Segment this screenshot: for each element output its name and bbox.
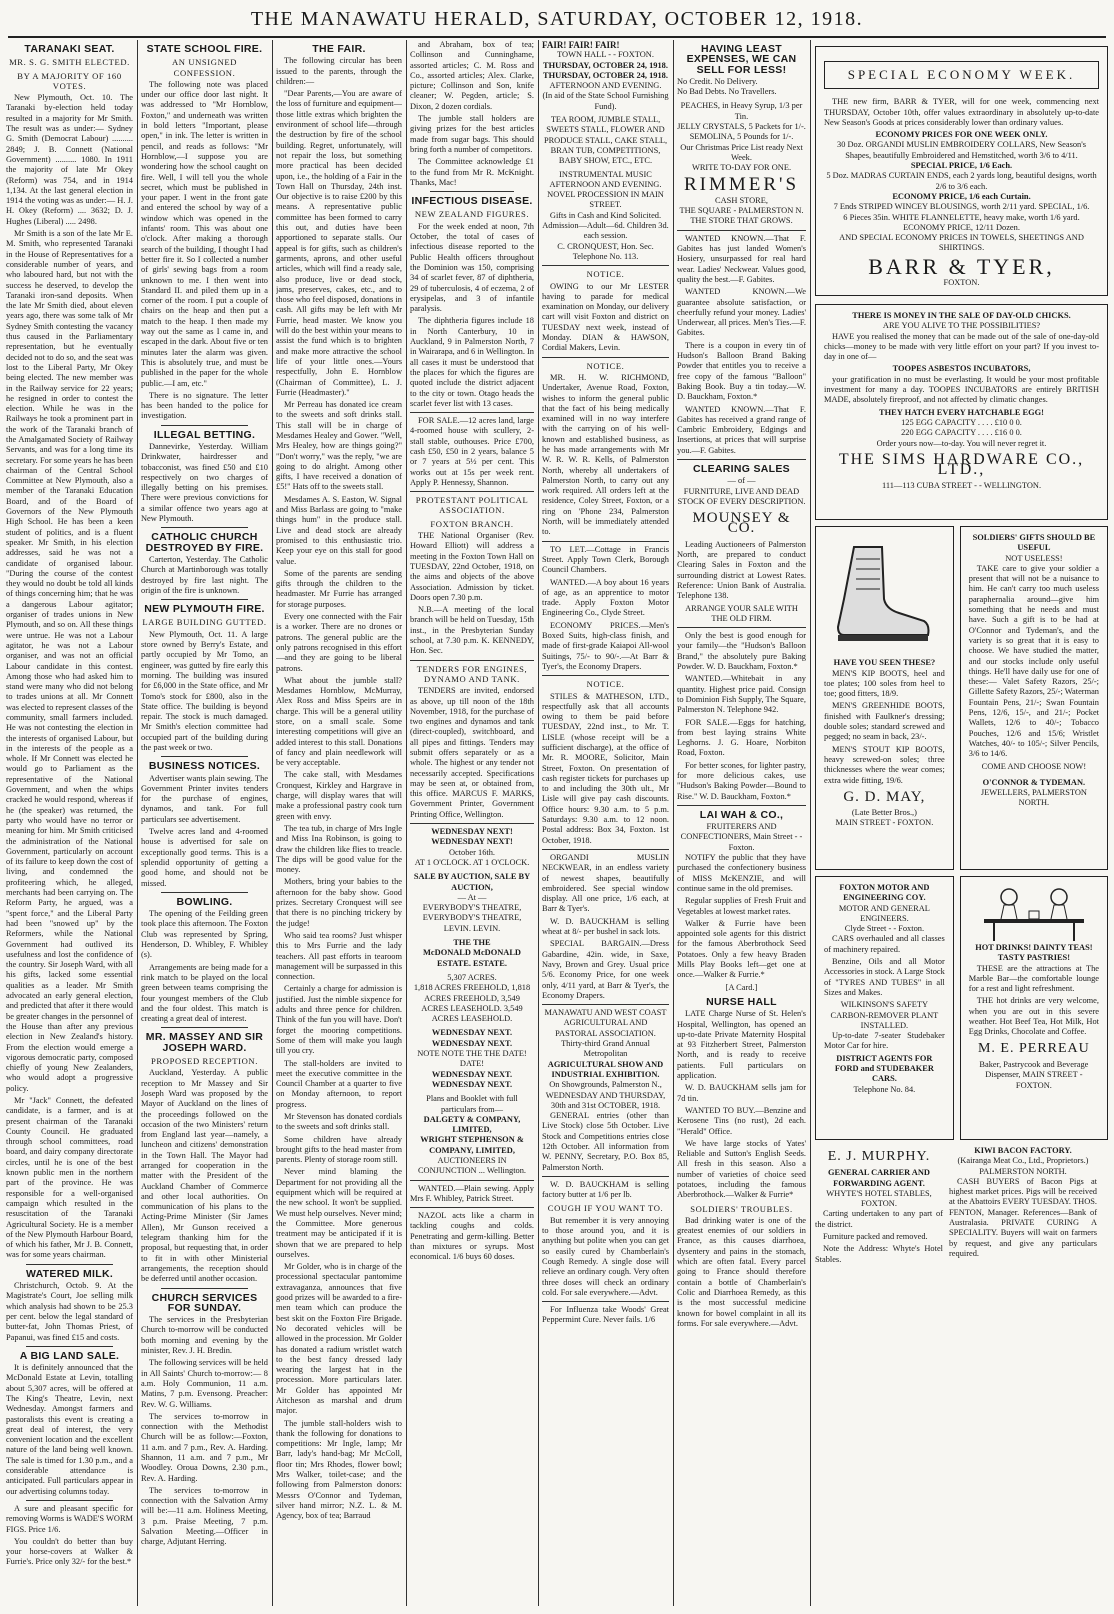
price-line: SEMOLINA, 5 Pounds for 1/-. <box>689 132 794 142</box>
article-paragraph: What about the jumble stall? Mesdames Hornblow, McMurray, Alex Ross and Miss Speirs are in charge. This will be a general utility store, on a small scale. Some interesting competitions will give an added interest to this stall. Donations of fancy and plain needlework will be very acceptable. <box>276 675 402 768</box>
murphy-name: E. J. MURPHY. <box>827 1149 931 1164</box>
divider <box>161 892 248 893</box>
auction-line: McDONALD McDONALD <box>423 948 521 958</box>
advert-text: TO LET.—Cottage in Francis Street. Apply Town Clerk, Borough Council Chambers. <box>542 544 669 575</box>
ad-row <box>815 526 1108 870</box>
advert-text: FOR SALE.—Eggs for hatching, from best laying strains White Leghorns. J. G. Hoare, Norbiton Road, Foxton. <box>677 717 806 758</box>
headline-massey-ward: MR. MASSEY AND SIR JOSEPH WARD. <box>145 1031 264 1054</box>
advert-text: OWING to our Mr LESTER having to parade for medical examination on Monday, our delivery cart will visit Foxton and district on TUESDAY next week, instead of Monday. DIAN & HAWSON, Cordial Makers, Levin. <box>542 281 669 353</box>
column-4 <box>410 40 534 1606</box>
headline-watered-milk: WATERED MILK. <box>25 1267 114 1280</box>
advert-text: For Influenza take Woods' Great Peppermint Cure. Never fails. 1/6 <box>542 1305 669 1325</box>
advert-line: 6 Pieces 35in. WHITE FLANNELETTE, heavy make, worth 1/6 yard. ECONOMY PRICE, 12/11 Dozen. <box>843 212 1080 232</box>
advert-text: A sure and pleasant specific for removing Worms is WADE'S WORM FIGS. Price 1/6. <box>6 1503 133 1534</box>
article-paragraph: Mr Golder, who is in charge of the processional spectacular pantomime extravaganza, announces that five good prizes will be awarded to a fire-men team which can produce the best skit on the Foxton Fire Brigade. No decorated vehicles will be allowed in the procession. Mr Golder has donated a radium wristlet watch to the best fancy dressed lady wearing the largest hat in the procession. More particulars later. Mr Golder has appointed Mr Aitcheson as marshal and drum major. <box>276 1262 402 1416</box>
advert-line: ECONOMY PRICE, 1/6 each Curtain. <box>892 191 1031 201</box>
gd-may-name: G. D. MAY, <box>843 788 926 805</box>
advert-text: your gratification in no must be everlasting. It would be your most profitable investment for many a day. TOOPES INCUBATORS are entirely BRITISH MADE, absolutely fireproof, and not affected by climatic changes. <box>824 374 1099 405</box>
advert-line: Baker, Pastrycook and Beverage Dispenser, MAIN STREET - FOXTON. <box>979 1059 1089 1090</box>
advert-text: N.B.—A meeting of the local branch will be held on Tuesday, 15th inst., in the Presbyterian Sunday school, at 7.30 p.m. K. KENNEDY, Hon. Sec. <box>410 605 534 656</box>
auction-line: ESTATE. ESTATE. <box>437 958 507 968</box>
divider <box>26 1500 113 1501</box>
advert-text: WANTED.—Plain sewing. Apply Mrs F. Whibley, Patrick Street. <box>410 1183 534 1203</box>
auction-line: 1,818 ACRES FREEHOLD, 1,818 ACRES FREEHOLD, 3,549 ACRES LEASEHOLD. 3,549 ACRES LEASEHOLD. <box>413 983 531 1024</box>
advert-text: THE new firm, BARR & TYER, will for one week, commencing next THURSDAY, October 10th, offer values extraordinary in absolutely up-to-date New Season's Goods at prices considerably lower than ordinary values. <box>824 97 1099 127</box>
price-line: WRITE TO-DAY FOR ONE. <box>691 163 792 173</box>
advert-text: TAKE care to give your soldier a present that will not be a nuisance to him. He can't carry too much useless paraphernalia around—give him something that he needs and must have. Such a gift is to be had at O'Connor and Tydeman's, and the variety is so great that it is easy to choose. We have studied the matter, and our stocks include only useful things. He'll have daily use for one of these:— Valet Safety Razors, 25/-; Gillette Safety Razors, 25/-; Waterman Fountain Pens, 21/-; Swan Fountain Pens, 12/6, 15/-, and 21/-; Pocket Wallets, 12/6 to 40/-; Tobacco Pouches, 12/6 and 15/6; Wristlet Watches, 40/- to 105/-; Silver Pencils, 3/6 to 14/6. <box>968 563 1099 759</box>
article-paragraph: The jumble stall holders are giving prizes for the best articles made from sugar bags. This should bring forth a number of competitors. <box>410 114 534 154</box>
article-paragraph: Mr Perreau has donated ice cream to the sweets and soft drinks stall. This stall will be in charge of Mesdames Healey and Gower. "Well, Mrs Healey, how are things going?" "Don't worry," was the reply, "we are going to do alright. Among other gifts, I have received a donation of £5!" Hats off to the sweets stall. <box>276 400 402 492</box>
advert-heading: NURSE HALL <box>706 995 777 1008</box>
advert-line: TOOPES ASBESTOS INCUBATORS, <box>892 364 1031 374</box>
article-paragraph: Who said tea rooms? Just whisper this to Mrs Furrie and the lady teachers. All past efforts in tearoom management will be surpassed in this connection. <box>276 930 402 982</box>
mounsey-name: MOUNSEY & CO. <box>692 510 791 537</box>
advert-text: GENERAL entries (other than Live Stock) close 5th October. Live Stock and Competitions entries close 12th October. All information from W. PENNY, Secretary, P.O. Box 85, Palmerston North. <box>542 1111 669 1172</box>
advert-line: KIWI BACON FACTORY. <box>974 1146 1072 1155</box>
auction-line: SALE BY AUCTION, SALE BY AUCTION, <box>413 872 531 892</box>
divider <box>26 1346 113 1347</box>
advert-text: SPECIAL BARGAIN.—Dress Gabardine, 42in. wide, in Saxe, Navy, Brown and Grey. Usual price 5/6. Economy Price, for one week only, 4/11 yard, at Barr & Tyer's, the Economy Drapers. <box>542 939 669 1000</box>
auction-line: WRIGHT STEPHENSON & COMPANY, LIMITED, <box>420 1135 524 1155</box>
headline-business-notices: BUSINESS NOTICES. <box>148 760 261 773</box>
advert-line: HAVE YOU SEEN THESE? <box>833 658 936 668</box>
advert-text: For better scones, for lighter pastry, for more delicious cakes, use "Hudson's Baking Powder—Bound to Rise." W. D. Bauckham, Foxton.* <box>677 760 806 801</box>
article-paragraph: Twelve acres land and 4-roomed house is advertised for sale on exceptionally good terms. This is a splendid opportunity of getting a good home, and should not be missed. <box>141 827 268 888</box>
advert-text: CASH BUYERS of Bacon Pigs at highest market prices. Pigs will be received at the Abattoirs EVERY TUESDAY. THOS. FENTON, Manager. References—Bank of Australasia. PRIVATE CURING A SPECIALITY. Buyers will wait on farmers by request, and give any particulars required. <box>949 1176 1097 1258</box>
article-paragraph: Certainly a charge for admission is justified. Just the nimble sixpence for adults and three pence for children. Think of the fun you will have. Don't forget the mooring competitions. Some of them will make you laugh till you cry. <box>276 984 402 1056</box>
article-paragraph: The stall-holders are invited to meet the executive committee in the Council Chamber at a quarter to five on Monday afternoon, to report progress. <box>276 1058 402 1109</box>
policy-line <box>677 77 806 87</box>
auction-line: THE THE <box>453 938 491 948</box>
auction-line: NOTE NOTE THE THE DATE! DATE! <box>417 1049 527 1069</box>
tea-table-icon <box>974 883 1094 943</box>
divider <box>410 823 534 824</box>
column-rule <box>538 40 539 1606</box>
divider <box>542 1301 669 1302</box>
article-paragraph: It is definitely announced that the McDonald Estate at Levin, totalling about 5,307 acres, will be offered at The King's Theatre, Levin, next Wednesday. Amongst farmers and pastoralists this event is creating a great deal of interest, the very convenient location and the excellent nature of the land being well known. The sale is timed for 1.30 p.m., and a considerable attendance is anticipated. Full particulars appear in our advertising columns today. <box>6 1363 133 1496</box>
auction-line: WEDNESDAY NEXT! WEDNESDAY NEXT! <box>431 827 513 847</box>
show-line: MANAWATU AND WEST COAST AGRICULTURAL AND PASTORAL ASSOCIATION. <box>544 1008 667 1038</box>
column-rule <box>810 40 811 1606</box>
advert-line: O'CONNOR & TYDEMAN. <box>982 777 1086 787</box>
divider <box>542 541 669 542</box>
divider <box>430 191 514 192</box>
divider <box>542 357 669 358</box>
rimmers-name: RIMMER'S <box>683 173 800 195</box>
advert-line: ECONOMY PRICES FOR ONE WEEK ONLY. <box>875 130 1048 140</box>
headline-taranaki-seat: TARANAKI SEAT. <box>24 43 115 55</box>
article-paragraph: Mr "Jack" Connett, the defeated candidate, is a farmer, and is at present chairman of the Taranaki County Council. He graduated through school committees, road board, and dairy company directorate circles, until he is one of the best known public men in the northern part of the province. He was responsible for a well-organised campaign which resulted in the resuscitation of the Taranaki Agricultural Society. He is a member of the New Plymouth Harbour Board, of which his father, Mr J. B. Connett, was for some years chairman. <box>6 1095 133 1260</box>
auction-line: October 16th. <box>448 847 496 857</box>
gd-may-advert <box>815 526 954 870</box>
column-1 <box>6 40 133 1606</box>
advert-heading: CLEARING SALES <box>693 462 790 475</box>
advert-text: Up-to-date 7-seater Studebaker Motor Car for hire. <box>824 1031 945 1051</box>
divider <box>542 849 669 850</box>
advert-line: Order yours now—to-day. You will never regret it. <box>876 438 1047 448</box>
article-paragraph: Every one connected with the Fair is a worker. There are no drones or patrons. The general public are the only patrons recognised in this effort—and they are going to be liberal patrons. <box>276 612 402 673</box>
store-line: THE STORE THAT GROWS. <box>690 216 793 226</box>
fair-line: AFTERNOON AND EVENING. <box>549 81 662 91</box>
advert-line: SPECIAL PRICE, 1/6 Each. <box>910 161 1013 171</box>
advert-line: 111—113 CUBA STREET - - WELLINGTON. <box>881 481 1042 491</box>
article-paragraph: Some children have already brought gifts to the head master from parents. Plenty of storage room still. <box>276 1134 402 1165</box>
article-paragraph: The services in the Presbyterian Church to-morrow will be conducted both morning and evening by the minister, Rev. J. H. Bredin. <box>141 1315 268 1356</box>
advert-text: THE hot drinks are very welcome, when you are out in this severe weather. Hot Beef Tea, Hot Milk, Hot Egg Drinks, Chocolate and Coffee. <box>968 996 1099 1037</box>
advert-text: W. D. BAUCKHAM is selling factory butter at 1/6 per lb. <box>542 1179 669 1200</box>
barr-tyer-name: BARR & TYER, <box>868 253 1055 279</box>
advert-heading: PROTESTANT POLITICAL ASSOCIATION. <box>415 495 529 516</box>
advert-line: Clyde Street - - Foxton. <box>844 924 925 934</box>
sims-name: THE SIMS HARDWARE CO., LTD., <box>838 450 1085 479</box>
auction-line: 5,307 ACRES. <box>447 972 497 982</box>
article-paragraph: The jumble stall-holders wish to thank the following for donations to competitions: Mr Ingle, lamp; Mr Barr, lady's hand-bag; Mr McColl, floor tin; Mrs Rhodes, flower bowl; Mrs Walker, toilet-case; and the following from Palmerston donors: Messrs O'Connor and Tydeman, silver hand mirror; N.Z. L. & M. Agency, box of tea; Barraud <box>276 1418 402 1521</box>
advert-text: But remember it is very annoying to those around you, and it is anything but polite when you can get so easily cured by Chamberlain's Cough Remedy. A single dose will relieve an ordinary cough. Very often three doses will check an ordinary cold. For sale everywhere.—Advt. <box>542 1215 669 1297</box>
advert-line: SOLDIERS' GIFTS SHOULD BE USEFUL <box>972 533 1096 553</box>
economy-week-title: SPECIAL ECONOMY WEEK. <box>824 61 1099 89</box>
article-paragraph: Advertiser wants plain sewing. The Government Printer invites tenders for the purchase of engines, dynamos, and tank. For full particulars see advertisement. <box>141 773 268 824</box>
advert-text: There is a coupon in every tin of Hudson's Balloon Brand Baking Powder that entitles you to receive a free copy of the famous "Balloon" Baking Book. Buy a tin today.—W. D. Bauckham, Foxton.* <box>677 340 806 402</box>
subhead: AN UNSIGNED CONFESSION. <box>171 57 238 78</box>
divider <box>161 425 248 426</box>
ad-row <box>815 1146 1108 1267</box>
murphy-advert <box>815 1146 943 1267</box>
auction-line: DALGETY & COMPANY, LIMITED, <box>423 1114 521 1135</box>
advert-text: W. D. BAUCKHAM sells jam for 7d tin. <box>677 1083 806 1103</box>
advert-text: Benzine, Oils and all Motor Accessories in stock. A Large Stock of "TYRES AND TUBES" in all Sizes and Makes. <box>824 957 945 997</box>
advert-text: MEN'S KIP BOOTS, heel and toe plates; 100 soles from heel to toe; good fitters, 18/9. <box>824 668 945 699</box>
advert-heading: COUGH IF YOU WANT TO. <box>547 1203 664 1214</box>
column-3 <box>276 40 402 1606</box>
advert-heading: HAVING LEAST EXPENSES, WE CAN SELL FOR LESS! <box>686 43 797 76</box>
auction-line: — At — <box>457 892 487 902</box>
auction-line: Plans and Booklet with full particulars from— <box>426 1094 518 1114</box>
divider <box>410 1180 534 1181</box>
article-paragraph: There is no signature. The letter has been handed to the police for investigation. <box>141 390 268 421</box>
advert-text: NOTIFY the public that they have purchased the confectionery business of MISS McKENZIE, and will continue same in the old premises. <box>677 853 806 893</box>
fair-line: THURSDAY, OCTOBER 24, 1918. THURSDAY, OCTOBER 24, 1918. <box>543 60 668 80</box>
advert-line: ARRANGE YOUR SALE WITH THE OLD FIRM. <box>685 603 798 623</box>
perreau-name: M. E. PERREAU <box>977 1040 1090 1056</box>
article-paragraph: The Committee acknowledge £1 to the fund from Mr R. McKnight. Thanks, Mac! <box>410 157 534 187</box>
article-paragraph: Mr Smith is a son of the late Mr E. M. Smith, who represented Taranaki in the House of Representatives for a considerable number of years, and who laboured hard, but not with the success he deserved, to develop the Taranaki iron-sand deposits. When the late Mr Smith died, about eleven years ago, there was some talk of Mr Sydney Smith contesting the vacancy thus caused in the Parliamentary representation, but he eventually decided not to do so, and the seat was lost to the Liberal Party, Mr Okey being elected. The new member was in the Railway service for 22 years; he resigned in order to contest the election. While he was in the Railways he took a prominent part in the work of the Taranaki branch of the Amalgamated Society of Railway Servants, and was for a long time its secretary. For some years he has been chairman of the Central School Committee at New Plymouth, also a member of the Taranaki Education Board, and of the Board of Governors of the New Plymouth High School. He has been a keen student of politics, and is a fluent speaker. Mr Smith, in his election addresses, said he was not a candidate of organised labour. "During the course of the contest they would no doubt be told all kinds of things concerning him; that he was a dangerous Labour agitator; organiser of trades unions in New Plymouth, and so on. All these things were untrue. He was not a Labour agitator, he was not a Labour organiser, and was not an official Labour candidate in this contest. Among those who had asked him to stand were many who did not belong to trades unions at all. Mr Connett was elected to represent classes of the community, small farmers included. He was not contesting the election in the interests of organised Labour, but in the interests of the people as a whole. If Mr Connett was elected he would go to Parliament as the representative of the National Government, and when the whips cracked he would respond, whereas if he (the speaker) was returned, the party who would have no terror or meaning for him. Mr Smith criticised the administration of the National Government, particularly on account of its failure to keep down the cost of living, and condemned the profiteering which, he alleged, merchants had been carrying on. The Reform Party, he argued, was a "spent force," and the Liberal Party had been "snowed up" by the Reformers, while the National Government had outlived its usefulness and lost the confidence of the country. Sir Joseph Ward, with all his gifts, lacked some essential qualities as a leader. Mr Smith advocated an early general election, and predicted that after it there would be greater changes in the personnel of the House than after any previous election in New Zealand's history. From the election would emerge a vigorous democratic party, composed chiefly of young New Zealanders, who would adopt a progressive policy. <box>6 229 133 1093</box>
auction-line: WEDNESDAY NEXT. WEDNESDAY NEXT. <box>431 1028 513 1048</box>
divider <box>542 675 669 676</box>
fair-line: TEA ROOM, JUMBLE STALL, SWEETS STALL, FLOWER AND PRODUCE STALL, CAKE STALL, BRAN TUB, COMPETITIONS, BABY SHOW, ETC., ETC. <box>543 115 668 166</box>
advert-text: LATE Charge Nurse of St. Helen's Hospital, Wellington, has opened an up-to-date Private Maternity Hospital at 93 Fitzherbert Street, Palmerston North, and is ready to receive patients. Full particulars on application. <box>677 1009 806 1081</box>
article-paragraph: New Plymouth, Oct. 11. A large store owned by Berry's Estate, and partly occupied by Mr Tomo, an engineer, was gutted by fire early this morning. The building was insured for £6,000 in the State office, and Mr Tomo's stock for £800, also in the State office. The building is beyond repair. The stock is much damaged. Mr Smith's election committee had occupied part of the building during the past week or two. <box>141 629 268 752</box>
advert-text: WANTED KNOWN.—That F. Gabites has received a grand range of Cambric Embroidery, Edgings and Insertions, at prices that will surprise you.—F. Gabites. <box>677 404 806 455</box>
advert-text: TENDERS are invited, endorsed as above, up till noon of the 18th November, 1918, for the purchase of two engines and dynamos and tank (direct-coupled), switchboard, and all pipes and fittings. Tenders may submit offers separately or as a whole. The highest or any tender not necessarily accepted. Specifications may be seen at, or obtained from, this office. MARCUS F. MARKS, Government Printer, Government Printing Office, Wellington. <box>410 686 534 819</box>
headline-church-services: CHURCH SERVICES FOR SUNDAY. <box>151 1291 258 1314</box>
sims-incubator-advert <box>815 304 1108 520</box>
advert-text: Regular supplies of Fresh Fruit and Vegetables at lowest market rates. <box>677 896 806 916</box>
advert-line: GENERAL CARRIER AND FORWARDING AGENT. <box>828 1168 930 1188</box>
show-line: AGRICULTURAL SHOW AND INDUSTRIAL EXHIBITION. <box>547 1059 664 1079</box>
advert-line: FOXTON. <box>943 278 980 288</box>
masthead-rule <box>8 36 1106 38</box>
column-rule <box>272 40 273 1606</box>
advert-line: — of — <box>727 476 756 486</box>
fair-line: (In aid of the State School Furnishing Fund). <box>542 91 669 111</box>
article-paragraph: The following services will be held in All Saints' Church to-morrow:— 8 a.m. Holy Communion, 11 a.m. Matins, 7 p.m. Evensong. Preacher: Rev. W. G. Williams. <box>141 1358 268 1409</box>
article-paragraph: The following note was placed under our office door last night. It was addressed to "Mr Hornblow, Foxton," and underneath was written in bold letters "Important, please open," in ink. The letter is written in pencil, and reads as follows: "Mr Hornblow,—I suppose you are wondering how the school caught on fire. Well, I will tell you the whole secret, which must be published in your paper. I went in the front gate and entered the school by way of a window which was opened in the infants' room. This was about one o'clock. After making a thorough search of the building, I thought I had better fire it. So I collected a number of girls' sewing bags from a room unknown to me. I then went into Standard II. and piled them up in a corner of the room. I put a couple of chairs on the heap and then put a match to the heap. I then made my way out the same as I came in, and escaped in the dark. About five or ten minutes later the alarm was given. This is absolutely true, and must be published in the paper for the whole public.—I am, etc." <box>141 79 268 388</box>
advert-line: 30 Doz. ORGANDI MUSLIN EMBROIDERY COLLARS, New Season's Shapes, beautifully Embroidered and Hemstitched, worth 3/6 to 4/11. <box>837 140 1086 160</box>
article-paragraph: The following circular has been issued to the parents, through the children:— <box>276 56 402 86</box>
advert-text: W. D. BAUCKHAM is selling wheat at 8/- per bushel in sack lots. <box>542 916 669 937</box>
advert-line: 220 EGG CAPACITY . . . . £16 0 0. <box>901 428 1022 438</box>
article-paragraph: The services to-morrow in connection with the Salvation Army will be:—11 a.m. Holiness Meeting, 3 p.m. Praise Meeting, 7 p.m. Salvation Meeting.—Officer in charge, Adjutant Herring. <box>141 1485 268 1547</box>
divider <box>161 527 248 528</box>
article-paragraph: New Plymouth, Oct. 10. The Taranaki by-election held today resulted in a majority for Mr Smith. The result was as under:— Sydney G. Smith (Democrat Labour) .......... 2849; J. B. Connett (National Government) .......... 1080. In 1911 the majority of late Mr Okey (Reform) was 754, and in 1914 1,134. At the last general election in 1914 the voting was as under:— H. J. H. Okey (Reform) .... 3632; D. J. Hughes (Liberal) ..... 2498. <box>6 93 133 226</box>
divider <box>161 1288 248 1289</box>
article-paragraph: Some of the parents are sending gifts through the children to the headmaster. Mr Furrie has arranged for storage purposes. <box>276 568 402 609</box>
column-2 <box>141 40 268 1606</box>
auction-line: WEDNESDAY NEXT. WEDNESDAY NEXT. <box>431 1069 513 1089</box>
subhead: LARGE BUILDING GUTTED. <box>142 617 267 628</box>
show-line: Thirty-third Grand Annual Metropolitan <box>561 1039 650 1059</box>
advert-line: (Late Better Bros.,) <box>851 808 917 818</box>
headline-church-fire: CATHOLIC CHURCH DESTROYED BY FIRE. <box>145 531 264 554</box>
advert-text: Walker & Furrie have been appointed sole agents for this district for the famous Aberbrothock Seed Potatoes. Only a few heavy Braden Mills Play Books left—get one at once.—Walker & Furrie.* <box>677 918 806 980</box>
article-paragraph: For the week ended at noon, 7th October, the total of cases of infectious disease reported to the Public Health officers throughout the Dominion was 150, comprising 34 of scarlet fever, 87 of diphtheria, 29 of tuberculosis, 4 of eczema, 2 of erysipelas, and 3 of infantile paralysis. <box>410 221 534 314</box>
advert-line: Telephone No. 84. <box>853 1084 916 1094</box>
article-paragraph: Arrangements are being made for a rink match to be played on the local green between teams comprising the four youngest members of the Club and the four oldest. This match is creating a great deal of interest. <box>141 962 268 1024</box>
headline-the-fair: THE FAIR. <box>312 43 366 55</box>
article-paragraph: "Dear Parents,—You are aware of the loss of furniture and equipment—those little extras which brighten the environment of school life—through the destruction by fire of the school building. Regret, unfortunately, will not repair the loss, but something more practical has been decided upon, i.e., the holding of a Fair in the Town Hall on Thursday, 24th inst. Our objective is to raise £200 by this means. A representative public committee has been formed to carry this out, and duties have been apportioned to separate stalls. Our appeal is for gifts, such as children's garments, aprons, and other useful articles, which will find a ready sale, also produce, live or dead stock, jams, preserves, cakes, etc., and to those who feel disposed, donations in cash. All gifts may be left with Mr Furrie, head master. We know you will do the best within your means to assist the fund which is to brighten and make more attractive the school life of your little ones.—Yours respectfully, John E. Hornblow (Chairman of Committee), L. J. Furrie (Headmaster)." <box>276 89 402 397</box>
oconnor-tydeman-advert <box>960 526 1108 870</box>
advert-subheading: FOXTON BRANCH. <box>430 518 514 529</box>
advert-text: WANTED KNOWN.—We guarantee absolute satisfaction, or cheerfully refund your money. Ladies' Underwear, all prices. Men's Ties.—F. Gabites. <box>677 287 806 338</box>
advert-text: WANTED KNOWN.—That F. Gabites has just landed Women's Hosiery, unsurpassed for real hard wear. Ladies' Neckwear. Values good, quality the best.—F. Gabites. <box>677 233 806 284</box>
subhead: MR. S. G. SMITH ELECTED. <box>9 57 130 68</box>
boot-icon <box>824 539 934 649</box>
article-paragraph: Never mind blaming the Department for not providing all the equipment which will be required at the new school. It won't be supplied. We must help ourselves. Never mind; the Committee. More generous treatment may be anticipated if it is shown that we are prepared to help ourselves. <box>276 1167 402 1259</box>
advert-text: Furniture packed and removed. <box>823 1232 928 1242</box>
article-paragraph: Carterton, Yesterday. The Catholic Church at Martinborough was totally destroyed by fire last night. The origin of the fire is unknown. <box>141 554 268 595</box>
advert-line: WILKINSON'S SAFETY CARBON-REMOVER PLANT INSTALLED. <box>830 1000 939 1030</box>
advert-line: FRUITERERS AND CONFECTIONERS, Main Street - - Foxton. <box>680 822 803 852</box>
barr-tyer-advert <box>815 46 1108 296</box>
subhead: PROPOSED RECEPTION. <box>151 1056 258 1067</box>
divider <box>161 599 248 600</box>
advert-line: COME AND CHOOSE NOW! <box>981 761 1087 771</box>
advert-text: THE National Organiser (Rev. Howard Elliott) will address a meeting in the Foxton Town Hall on TUESDAY, 22nd October, 1918, on the aims and objects of the above Association. Admission by ticket. Doors open 7.30 p.m. <box>410 531 534 602</box>
divider <box>542 1176 669 1177</box>
auction-line: EVERYBODY'S THEATRE, EVERYBODY'S THEATRE, <box>422 903 522 923</box>
divider <box>26 1264 113 1265</box>
advert-text: MEN'S STOUT KIP BOOTS, heavy screwed-on soles; three thicknesses where the wear comes; extra wide fitting, 19/6. <box>824 744 945 785</box>
advert-text: WANTED.—Whitebait in any quantity. Highest price paid. Consign to Dominion Fish Supply, The Square, Palmerston N. Telephone 942. <box>677 674 806 715</box>
article-paragraph: Mr Stevenson has donated cordials to the sweets and soft drinks stall. <box>276 1111 402 1132</box>
column-7 <box>815 40 1108 1606</box>
advert-line: WHYTE'S HOTEL STABLES, FOXTON. <box>826 1188 932 1209</box>
article-paragraph: Auckland, Yesterday. A public reception to Mr Massey and Sir Joseph Ward was proposed by the Mayor of Auckland on the lines of the proceedings followed on the occasion of the two Ministers' return from England last year—namely, a luncheon and citizens' demonstration in the Town Hall. The Mayor had arranged for cooperation in the matter with the President of the Auckland Chamber of Commerce and other local authorities. On communication of his plans to the Acting-Prime Minister (Sir James Allen), Mr Gunson received a telegram thanking him for the proposal, but requesting that, in order to fit in with other Ministerial arrangements, the reception should be deferred until another occasion. <box>141 1068 268 1284</box>
advert-line: THERE IS MONEY IN THE SALE OF DAY-OLD CHICKS. <box>852 311 1071 320</box>
subhead: NEW ZEALAND FIGURES. <box>414 209 530 220</box>
column-6 <box>677 40 806 1606</box>
advert-text: WANTED TO BUY.—Benzine and Kerosene Tins (no rust), 2d each. "Herald" Office. <box>677 1105 806 1136</box>
advert-heading: NOTICE. <box>586 269 625 280</box>
fair-line: TOWN HALL - - FOXTON. <box>557 50 654 60</box>
article-paragraph: Mothers, bring your babies to the afternoon for the baby show. Good prizes. Secretary Cronquest will see that there is no pinching trickery by the judge! <box>276 877 402 928</box>
article-paragraph: Dannevirke, Yesterday. William Drinkwater, hairdresser and tobacconist, was fined £50 and £10 respectively on two charges of illegally betting on his premises. There were previous convictions for a similar offence two years ago at New Plymouth. <box>141 441 268 524</box>
advert-text: THESE are the attractions at The Marble Bar—the comfortable lounge for a rest and light refreshment. <box>968 963 1099 994</box>
advert-text: NAZOL acts like a charm in tackling coughs and colds. Penetrating and germ-killing. Better than mixtures or syrups. Most economical. 1/6 buys 60 doses. <box>410 1211 534 1262</box>
advert-line: ARE YOU ALIVE TO THE POSSIBILITIES? <box>882 321 1041 331</box>
advert-line: NOT USELESS! <box>1005 553 1063 563</box>
headline-illegal-betting: ILLEGAL BETTING. <box>153 428 256 441</box>
article-paragraph: The cake stall, with Mesdames Cronquest, Kirkley and Hargrave in charge, will display wares that will make a professional pastry cook turn green with envy. <box>276 770 402 821</box>
advert-text: WANTED.—A boy about 16 years of age, as an apprentice to motor trade. Apply Foxton Motor Engineering Co., Clyde Street. <box>542 577 669 618</box>
headline-land-sale: A BIG LAND SALE. <box>19 1349 120 1362</box>
advert-text: HAVE you realised the money that can be made out of the sale of one-day-old chicks—money to be made with very little effort on your part? If you invest to-day in one of— <box>824 331 1099 362</box>
auction-line: AUCTIONEERS IN CONJUNCTION ... Wellington. <box>417 1155 527 1176</box>
divider <box>410 660 534 661</box>
advert-line: [A Card.] <box>725 982 758 992</box>
article-paragraph: Mesdames A. S. Easton, W. Signal and Miss Barlass are going to "make things hum" in the produce stall. Live and dead stock are already promised to this enthusiastic trio. Keep your eye on this stall for good value. <box>276 494 402 566</box>
column-rule <box>406 40 407 1606</box>
advert-text: MR. H. W. RICHMOND, Undertaker, Avenue Road, Foxton, wishes to inform the general public that the fact of his being medically examined will in no way interfere with the carrying on of his well-known and established business, as he has made arrangements with Mr W. R. W. R. Kells, of Palmerston North, whereby all undertakers of Palmerston North, to carry out any work required. All orders left at the residence, Coley Street, Foxton, or a ring on 'Phone 234, Palmerston North, will be immediately attended to. <box>542 372 669 537</box>
advert-text: Note the Address: Whyte's Hotel Stables. <box>815 1244 943 1264</box>
auction-line: LEVIN. LEVIN. <box>443 923 501 933</box>
subhead: BY A MAJORITY OF 160 VOTES. <box>17 70 122 91</box>
divider <box>677 230 806 231</box>
divider <box>677 459 806 460</box>
article-paragraph: The tea tub, in charge of Mrs Ingle and Miss Ina Robinson, is going to draw the children like flies to treacle. The dips will be good value for the money. <box>276 823 402 875</box>
divider <box>410 1207 534 1208</box>
advert-line: FURNITURE, LIVE AND DEAD STOCK OF EVERY DESCRIPTION. <box>677 486 806 506</box>
advert-text: FOR SALE.—12 acres land, large 4-roomed house with scullery, 2-stall stable, outhouses. Price £700, cash £50, £50 in 2 years, balance 5 or 7 years at 5½ per cent. This works out at 15s per week rent. Apply P. Hennessy, Shannon. <box>410 416 534 487</box>
article-paragraph: Christchurch, Octob. 9. At the Magistrate's Court, Joe selling milk which analysis had shown to be 25.3 per cent. below the legal standard of butter-fat, John Thomas Priest, of Papanui, was fined £15 and costs. <box>6 1281 133 1342</box>
advert-heading: TENDERS FOR ENGINES, DYNAMO AND TANK. <box>416 663 528 684</box>
policy-text: No Credit. No Delivery. <box>677 76 758 86</box>
divider <box>677 627 806 628</box>
divider <box>410 491 534 492</box>
advert-text: Carting undertaken to any part of the district. <box>815 1209 943 1229</box>
divider <box>542 265 669 266</box>
price-line: JELLY CRYSTALS, 5 Packets for 1/-. <box>677 122 806 132</box>
article-paragraph: The opening of the Feilding green took place this afternoon. The Foxton Club was represented by Spring, Henderson, D. Whibley, F. Whibley (s). <box>141 909 268 960</box>
advert-text: You couldn't do better than buy your horse-covers at Walker & Furrie's. Price only 32/- for the best.* <box>6 1536 133 1567</box>
auction-line: AT 1 O'CLOCK. AT 1 O'CLOCK. <box>414 857 530 867</box>
advert-line: AND SPECIAL ECONOMY PRICES IN TOWELS, SHEETINGS AND SHIRTINGS. <box>839 233 1084 253</box>
advert-text: Leading Auctioneers of Palmerston North, are prepared to conduct Clearing Sales in Foxton and the surrounding district at Lowest Rates. Reference: Union Bank of Australia. Telephone 138. <box>677 539 806 601</box>
kiwi-bacon-advert <box>949 1146 1097 1267</box>
advert-line: MAIN STREET - FOXTON. <box>835 818 934 828</box>
divider <box>161 1027 248 1028</box>
divider <box>677 805 806 806</box>
advert-text: STILES & MATHESON, LTD., respectfully ask that all accounts owing to them be paid before TUESDAY, 22nd inst., to Mr. T. LISLE (whose receipt will be a sufficient discharge), at the office of Mr. R. MOORE, Solicitor, Main Street, Foxton. On presentation of cash register tickets for purchases up to and including the 30th ult., Mr Lisle will give pay cash discounts. Office hours: 9.30 a.m. to 5 p.m. Saturdays: 9.30 a.m. to 12 noon. Postal address: Box 34, Foxton. 1st October, 1918. <box>542 691 669 845</box>
divider <box>161 756 248 757</box>
advert-text: Bad drinking water is one of the greatest enemies of our soldiers in France, as this causes diarrhoea, dysentery and pains in the stomach, which are often fatal. Every parcel going to France should therefore contain a bottle of Chamberlain's Colic and Diarrhoea Remedy, as this is the most successful medicine known for bowel complaint in all its forms. For sale everywhere.—Advt. <box>677 1215 806 1328</box>
headline-school-fire: STATE SCHOOL FIRE. <box>146 43 263 55</box>
advert-text: ECONOMY PRICES.—Men's Boxed Suits, high-class finish, and made of first-grade Kaiapoi All-wool Suitings, 75/- to 90/-.—At Barr & Tyer's, the Economy Drapers. <box>542 620 669 671</box>
show-line: On Showgrounds, Palmerston N., WEDNESDAY AND THURSDAY, 30th and 31st OCTOBER, 1918. <box>545 1080 666 1110</box>
headline-new-plymouth-fire: NEW PLYMOUTH FIRE. <box>144 603 265 616</box>
advert-line: 5 Doz. MADRAS CURTAIN ENDS, each 2 yards long, beautiful designs, worth 2/6 to 3/6 each. <box>826 171 1097 191</box>
article-paragraph: The services to-morrow in connection with the Methodist Church will be as follow:—Foxton, 11 a.m. and 7 p.m., Rev. A. Harding. Shannon, 11 a.m. and 7 p.m., Mr Woodley. Oroua Downs, 2.30 p.m., Rev. A. Harding. <box>141 1411 268 1483</box>
advert-line: FOXTON MOTOR AND ENGINEERING COY. <box>839 883 930 903</box>
column-rule <box>137 40 138 1606</box>
fair-line: Gifts in Cash and Kind Solicited. <box>549 210 662 220</box>
headline-bowling: BOWLING. <box>176 895 233 908</box>
store-line: THE SQUARE - PALMERSTON N. <box>679 206 804 216</box>
advert-line: JEWELLERS, PALMERSTON NORTH. <box>980 788 1087 808</box>
advert-text: ORGANDI MUSLIN NECKWEAR, in an endless variety of newest shapes, beautifully embroidered. See special window display. All one price, 1/6 each, at Barr & Tyer's. <box>542 852 669 914</box>
foxton-motor-advert <box>815 876 954 1140</box>
price-line: Our Christmas Price List ready Next Week. <box>680 142 803 162</box>
column-rule <box>673 40 674 1606</box>
fair-line: INSTRUMENTAL MUSIC AFTERNOON AND EVENING. <box>549 169 662 189</box>
advert-line: 7 Ends STRIPED WINCEY BLOUSINGS, worth 2/11 yard. SPECIAL, 1/6. <box>833 202 1090 212</box>
advert-line: (Kairanga Meat Co., Ltd., Proprietors.) PALMERSTON NORTH. <box>957 1156 1089 1176</box>
advert-text: We have large stocks of Yates' Reliable and Sutton's English Seeds. All fresh in this season. Also a number of varieties of choice seed potatoes, including the famous Aberbrothock.—Walker & Furrie* <box>677 1138 806 1200</box>
advert-line: HOT DRINKS! DAINTY TEAS! TASTY PASTRIES! <box>975 943 1093 963</box>
divider <box>542 1004 669 1005</box>
fair-line: Admission—Adult—6d. Children 3d. each session. <box>542 221 669 241</box>
advert-heading: NOTICE. <box>586 679 625 690</box>
headline-infectious-disease: INFECTIOUS DISEASE. <box>411 195 533 208</box>
article-paragraph: and Abraham, box of tea; Collinson and Cunninghame, assorted articles; C. M. Ross and Co., assorted articles; Alex. Clarke, picture; Collinson and Son, knife cleaner; W. Pegden, article; S. Dixon, 2 dozen cordials. <box>410 40 534 111</box>
masthead-title: THE MANAWATU HERALD, SATURDAY, OCTOBER 12, 1918. <box>250 8 864 30</box>
advert-text: MEN'S GREENHIDE BOOTS, finished with Faulkner's dressing; double soles; standard screwed and pegged; no seam in back, 23/-. <box>824 701 945 742</box>
divider <box>410 412 534 413</box>
store-line: CASH STORE, <box>715 195 768 205</box>
advert-line: DISTRICT AGENTS FOR FORD and STUDEBAKER CARS. <box>834 1053 934 1084</box>
price-line: PEACHES, in Heavy Syrup, 1/3 per Tin. <box>680 101 803 121</box>
fair-line: NOVEL PROCESSION IN MAIN STREET. <box>547 190 664 210</box>
advert-line: THEY HATCH EVERY HATCHABLE EGG! <box>879 407 1044 417</box>
advert-heading: NOTICE. <box>586 360 625 371</box>
perreau-advert <box>960 876 1108 1140</box>
ad-row <box>815 876 1108 1140</box>
advert-line: MOTOR AND GENERAL ENGINEERS. <box>838 903 930 923</box>
advert-text: Only the best is good enough for your family—the "Hudson's Balloon Brand," the absolutely pure Baking Powder. W. D. Bauckham, Foxton.* <box>677 631 806 672</box>
advert-text: CARS overhauled and all classes of machinery repaired. <box>824 934 945 954</box>
article-paragraph: The diphtheria figures include 18 in North Canterbury, 10 in Auckland, 9 in Palmerston North, 7 in Wairarapa, and 6 in Wellington. In all cases it must be understood that the places for which the figures are quoted include the district adjacent to the city or town. Otago heads the scarlet fever list with 13 cases. <box>410 316 534 408</box>
advert-heading: LAI WAH & CO., <box>699 808 784 821</box>
policy-line: No Bad Debts. No Travellers. <box>677 87 777 97</box>
fair-banner: FAIR! FAIR! FAIR! <box>542 40 620 50</box>
advert-line: 125 EGG CAPACITY . . . . £10 0 0. <box>901 417 1022 427</box>
advert-heading: SOLDIERS' TROUBLES. <box>690 1203 793 1214</box>
fair-line: C. CRONQUEST, Hon. Sec. Telephone No. 113. <box>557 241 654 261</box>
column-5 <box>542 40 669 1606</box>
